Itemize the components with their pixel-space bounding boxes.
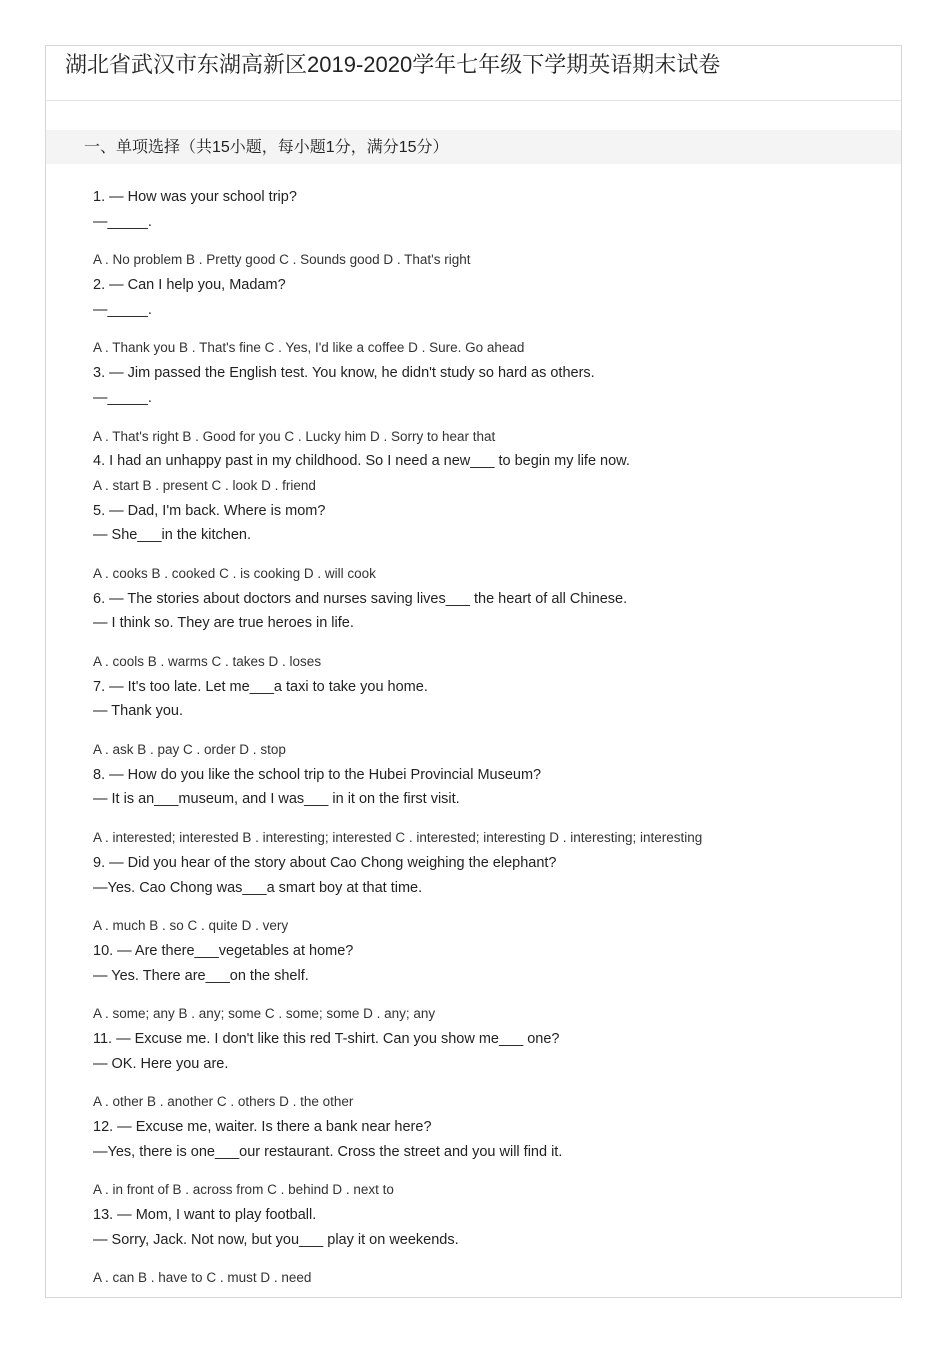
question-response-line: — I think so. They are true heroes in life. — [93, 615, 354, 632]
question-item — [93, 1115, 893, 1203]
question-response-line: — Yes. There are___on the shelf. — [93, 967, 309, 984]
answer-options: A . interested; interested B . interesting; interested C . interested; interesting D . interesting; interesting — [93, 830, 703, 846]
question-response-line: — She___in the kitchen. — [93, 527, 251, 544]
answer-options: A . Thank you B . That's fine C . Yes, I'd like a coffee D . Sure. Go ahead — [93, 340, 525, 356]
question-item — [93, 939, 893, 1027]
answer-options: A . cools B . warms C . takes D . loses — [93, 654, 322, 669]
question-response-line: —_____. — [93, 301, 152, 318]
question-item — [93, 1203, 893, 1291]
question-stem: 1. — How was your school trip? — [93, 189, 297, 205]
section-title: 一、单项选择（共15小题，每小题1分，满分15分） — [84, 139, 449, 156]
question-response-line: — Thank you. — [93, 703, 184, 720]
question-item — [93, 587, 893, 675]
question-response-line: —_____. — [93, 389, 152, 406]
answer-options: A . ask B . pay C . order D . stop — [93, 742, 286, 758]
question-stem: 7. — It's too late. Let me___a taxi to take you home. — [93, 678, 428, 695]
question-stem: 11. — Excuse me. I don't like this red T-shirt. Can you show me___ one? — [93, 1030, 560, 1047]
question-stem: 12. — Excuse me, waiter. Is there a bank near here? — [93, 1119, 432, 1135]
question-response-line: — Sorry, Jack. Not now, but you___ play it on weekends. — [93, 1231, 459, 1248]
question-list — [93, 185, 893, 1291]
answer-options: A . cooks B . cooked C . is cooking D . will cook — [93, 565, 376, 581]
title-divider — [46, 100, 901, 101]
question-stem: 2. — Can I help you, Madam? — [93, 277, 286, 294]
question-stem: 10. — Are there___vegetables at home? — [93, 942, 354, 959]
question-item — [93, 763, 893, 851]
question-stem: 6. — The stories about doctors and nurses saving lives___ the heart of all Chinese. — [93, 590, 628, 607]
question-stem: 13. — Mom, I want to play football. — [93, 1207, 317, 1224]
question-stem: 9. — Did you hear of the story about Cao Chong weighing the elephant? — [93, 854, 557, 871]
question-response-line: —_____. — [93, 213, 152, 230]
question-item — [93, 449, 893, 498]
question-response-line: —Yes. Cao Chong was___a smart boy at that time. — [93, 879, 423, 896]
answer-options: A . No problem B . Pretty good C . Sounds good D . That's right — [93, 252, 471, 268]
answer-options: A . can B . have to C . must D . need — [93, 1270, 312, 1286]
question-stem: 5. — Dad, I'm back. Where is mom? — [93, 502, 326, 519]
question-item — [93, 499, 893, 587]
question-item — [93, 273, 893, 361]
answer-options: A . start B . present C . look D . friend — [93, 477, 316, 493]
question-item — [93, 1027, 893, 1115]
question-response-line: — It is an___museum, and I was___ in it on the first visit. — [93, 791, 460, 808]
question-item — [93, 675, 893, 763]
exam-title: 湖北省武汉市东湖高新区2019-2020学年七年级下学期英语期末试卷 — [65, 52, 721, 77]
question-item — [93, 361, 893, 449]
question-response-line: —Yes, there is one___our restaurant. Cross the street and you will find it. — [93, 1143, 563, 1160]
question-item — [93, 851, 893, 939]
question-item — [93, 185, 893, 273]
answer-options: A . That's right B . Good for you C . Lucky him D . Sorry to hear that — [93, 428, 496, 444]
question-stem: 3. — Jim passed the English test. You know, he didn't study so hard as others. — [93, 365, 595, 382]
answer-options: A . in front of B . across from C . behind D . next to — [93, 1182, 394, 1198]
answer-options: A . much B . so C . quite D . very — [93, 918, 289, 934]
question-stem: 8. — How do you like the school trip to the Hubei Provincial Museum? — [93, 766, 542, 783]
question-stem: 4. I had an unhappy past in my childhood. So I need a new___ to begin my life now. — [93, 453, 630, 470]
answer-options: A . some; any B . any; some C . some; some D . any; any — [93, 1006, 436, 1022]
question-response-line: — OK. Here you are. — [93, 1055, 229, 1072]
answer-options: A . other B . another C . others D . the other — [93, 1094, 354, 1110]
